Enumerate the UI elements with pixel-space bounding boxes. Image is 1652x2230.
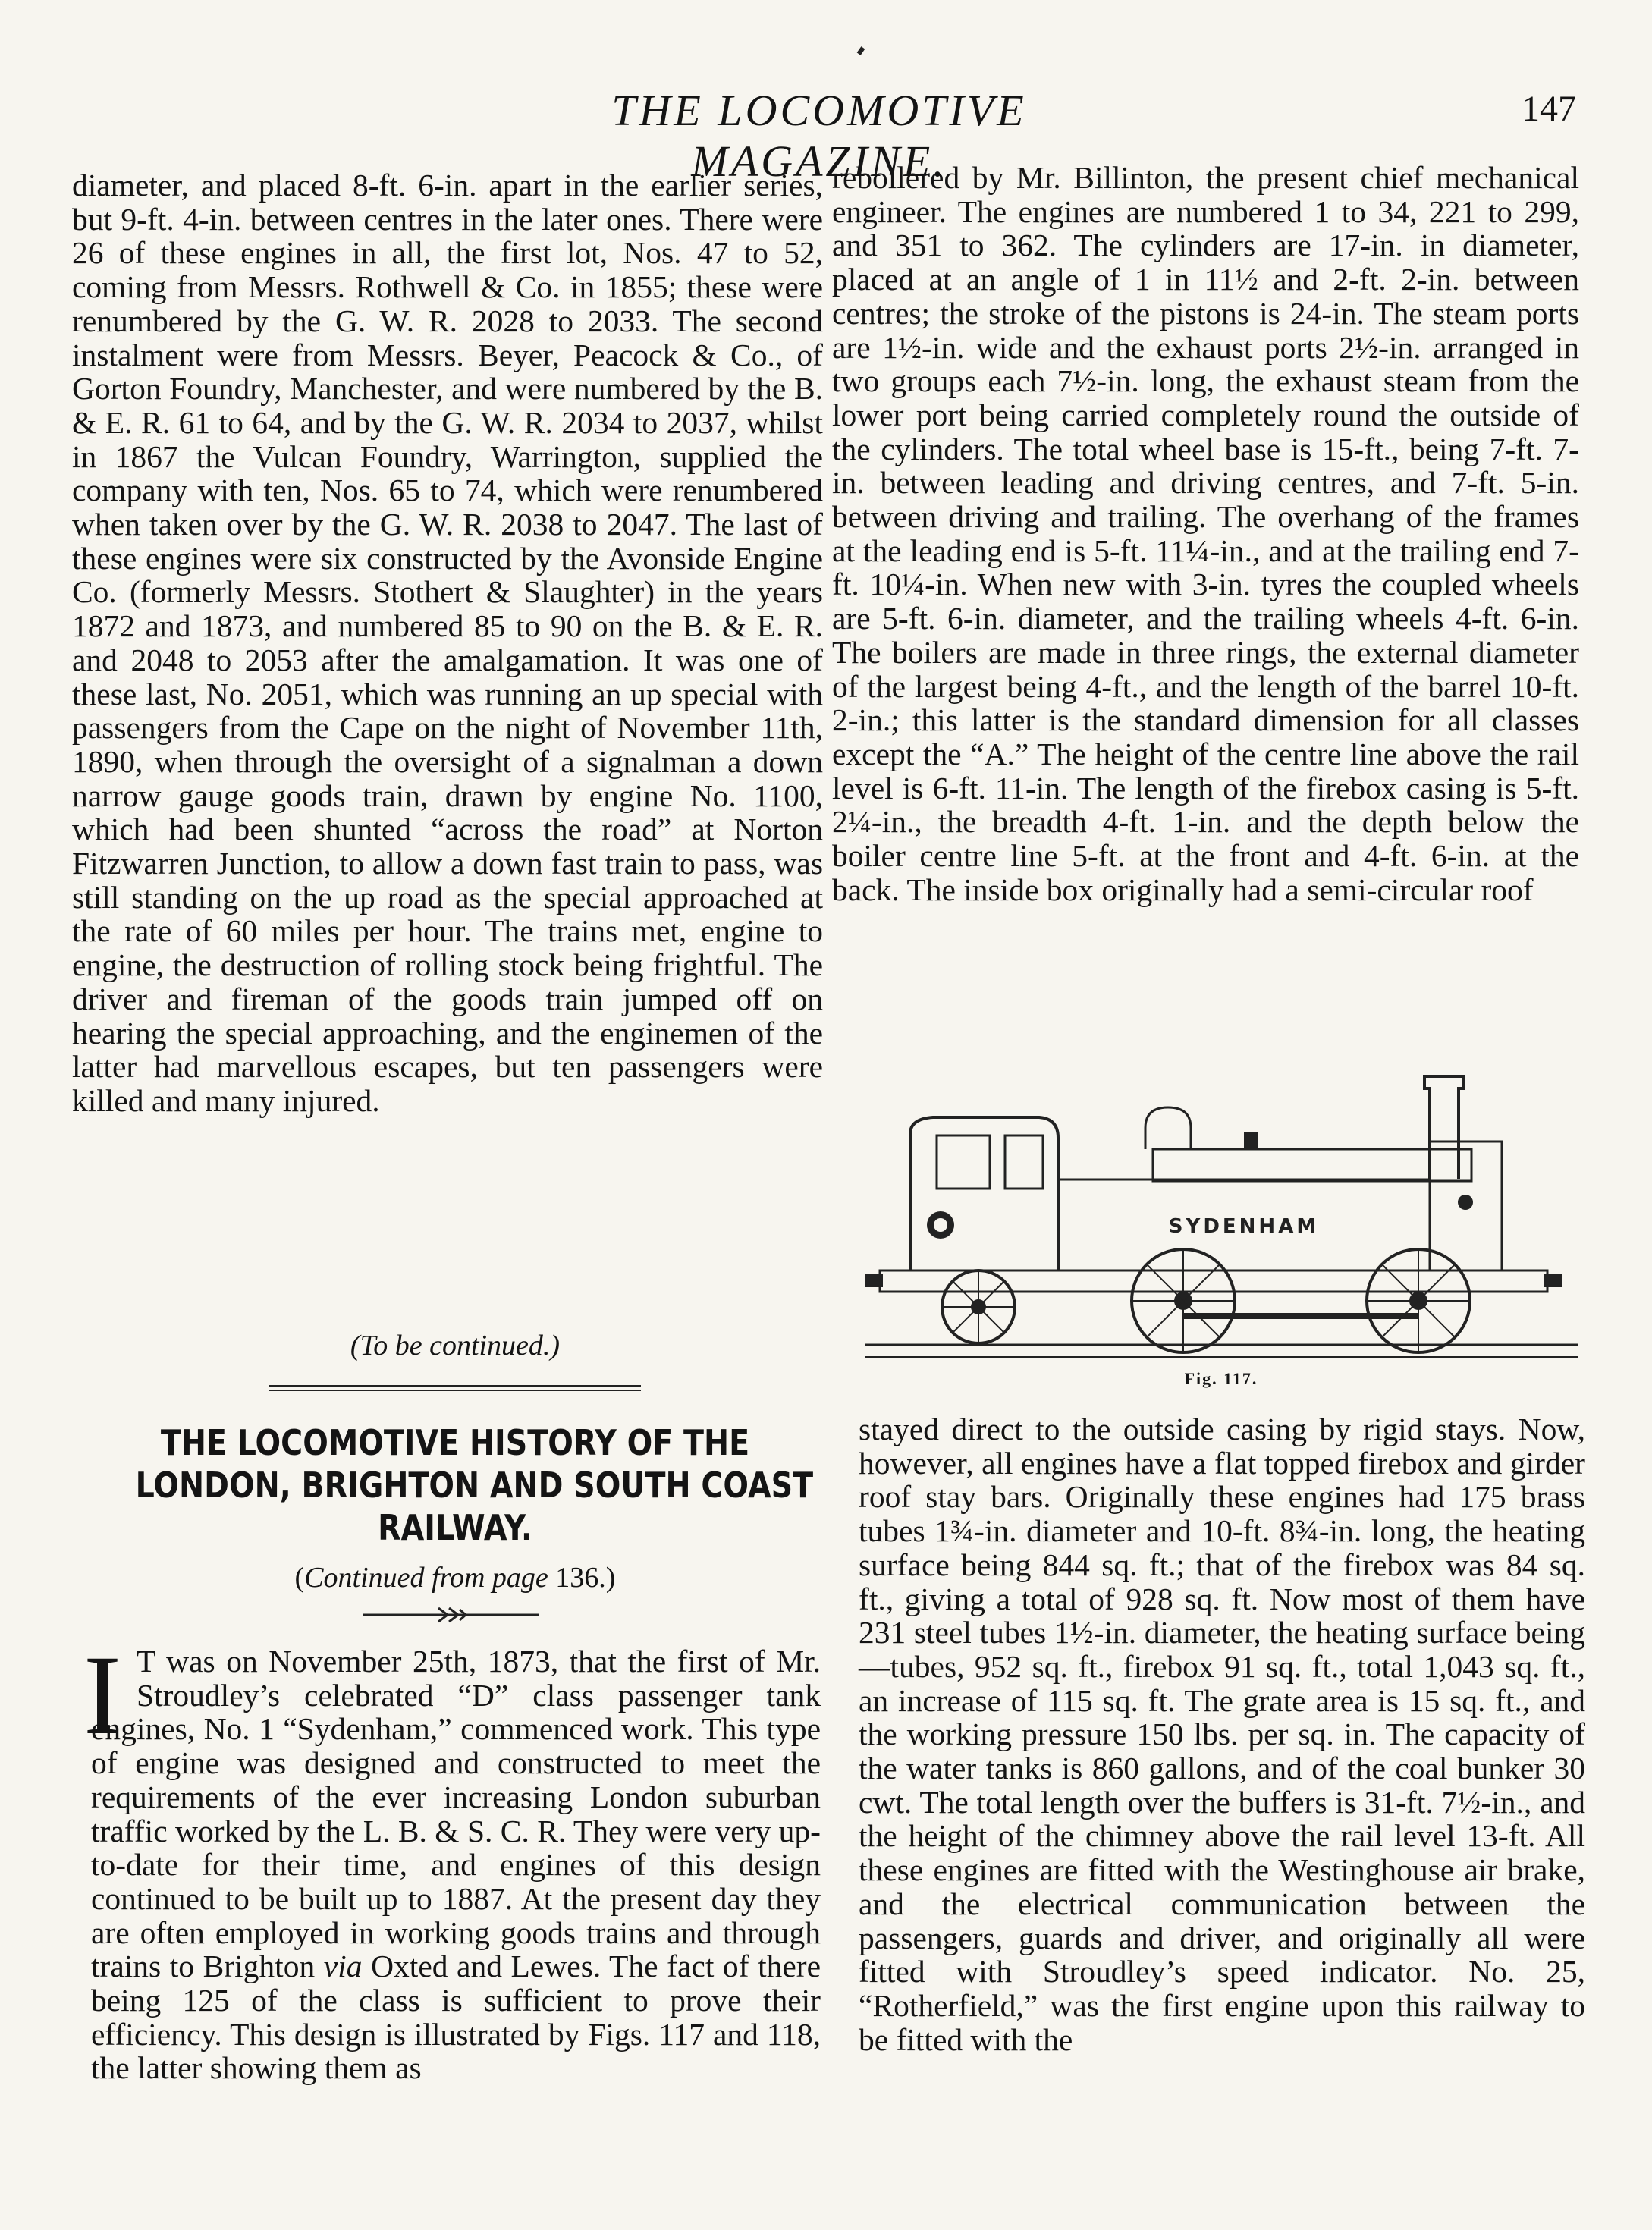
- article-title-line: LONDON, BRIGHTON AND SOUTH COAST: [135, 1465, 814, 1506]
- continued-page: 136.): [548, 1562, 616, 1594]
- ornament-rule: [363, 1605, 539, 1625]
- running-head: [0, 85, 1652, 186]
- paragraph: diameter, and placed 8-ft. 6-in. apart in the earlier series, but 9-ft. 4-in. between centres in the later ones. There were 26 of these engines in all, the first lot, Nos. 47 to 52, coming from Messrs. Rothwell & Co. in 1855; these were renumbered by the G. W. R. 2028 to 2033. The second instalment were from Messrs. Beyer, Peacock & Co., of Gorton Foundry, Manchester, and were numbered by the B. & E. R. 61 to 64, and by the G. W. R. 2034 to 2037, whilst in 1867 the Vulcan Foundry, Warrington, supplied the company with ten, Nos. 65 to 74, which were renumbered when taken over by the G. W. R. 2038 to 2047. The last of these engines were six constructed by the Avonside Engine Co. (formerly Messrs. Stothert & Slaughter) in the years 1872 and 1873, and numbered 85 to 90 on the B. & E. R. and 2048 to 2053 after the amalgamation. It was one of these last, No. 2051, which was running an up special with passengers from the Cape on the night of November 11th, 1890, when through the oversight of a signalman a down narrow gauge goods train, drawn by engine No. 1100, which had been shunted “across the road” at Norton Fitzwarren Junction, to allow a down fast train to pass, was still standing on the up road as the special approached at the rate of 60 miles per hour. The trains met, engine to engine, the destruction of rolling stock being frightful. The driver and fireman of the goods train jumped off on hearing the special approaching, and the enginemen of the latter had marvellous escapes, but ten passengers were killed and many injured.: [72, 168, 823, 1118]
- article-text-cont: Oxted and Lewes. The fact of there being 125 of the class is sufficient to prove their efficiency. This design is illustrated by Figs. 117 and 118, the latter showing them as: [91, 1949, 821, 2086]
- article-title-line: RAILWAY.: [378, 1507, 532, 1548]
- continued-from: [228, 1561, 683, 1594]
- drop-cap: I: [83, 1632, 121, 1758]
- article-paragraph: [91, 1644, 821, 2085]
- paragraph: stayed direct to the outside casing by rigid stays. Now, however, all engines have a flat topped firebox and girder roof stay bars. Originally these engines had 175 brass tubes 1¾-in. diameter and 10-ft. 8¾-in. long, the heating surface being 844 sq. ft.; that of the firebox was 84 sq. ft., giving a total of 928 sq. ft. Now most of them have 231 steel tubes 1½-in. diameter, the heating surface being—tubes, 952 sq. ft., firebox 91 sq. ft., total 1,043 sq. ft., an increase of 115 sq. ft. The grate area is 15 sq. ft., and the working pressure 150 lbs. per sq. in. The capacity of the water tanks is 860 gallons, and of the coal bunker 30 cwt. The total length over the buffers is 31-ft. 7½-in., and the height of the chimney above the rail level 13-ft. All these engines are fitted with the Westinghouse air brake, and the electrical communication between the passengers, guards and driver, and originally all were fitted with Stroudley’s speed indicator. No. 25, “Rotherfield,” was the first engine upon this railway to be fitted with the: [859, 1412, 1585, 2057]
- engine-nameplate: SYDENHAM: [1168, 1215, 1320, 1238]
- article-title-line: THE LOCOMOTIVE HISTORY OF THE: [160, 1422, 750, 1463]
- figure-caption: Fig. 117.: [1184, 1369, 1258, 1388]
- paragraph: reboilered by Mr. Billinton, the present chief mechanical engineer. The engines are numbered 1 to 34, 221 to 299, and 351 to 362. The cylinders are 17-in. in diameter, placed at an angle of 1 in 11½ and 2-ft. 2-in. between centres; the stroke of the pistons is 24-in. The steam ports are 1½-in. wide and the exhaust ports 2½-in. arranged in two groups each 7½-in. long, the exhaust steam from the lower port being carried completely round the outside of the cylinders. The total wheel base is 15-ft., being 7-ft. 7-in. between leading and driving centres, and 7-ft. 5-in. between driving and trailing. The overhang of the frames at the leading end is 5-ft. 11¼-in., and at the trailing end 7-ft. 10¼-in. When new with 3-in. tyres the coupled wheels are 5-ft. 6-in. diameter, and the trailing wheels 4-ft. 6-in. The boilers are made in three rings, the external diameter of the largest being 4-ft., and the length of the barrel 10-ft. 2-in.; this latter is the standard dimension for all classes except the “A.” The height of the centre line above the rail level is 6-ft. 11-in. The length of the firebox casing is 5-ft. 2¼-in., the breadth 4-ft. 1-in. and the depth below the boiler centre line 5-ft. at the front and 4-ft. 6-in. at the back. The inside box originally had a semi-circular roof: [832, 160, 1579, 907]
- locomotive-illustration: [865, 1066, 1578, 1384]
- article-body-left: [91, 1644, 821, 2085]
- page-number: 147: [1522, 89, 1576, 129]
- magazine-title: THE LOCOMOTIVE MAGAZINE.: [611, 86, 1027, 186]
- continued-label: Continued from page: [304, 1562, 548, 1594]
- section-divider: [269, 1385, 641, 1391]
- article-text-italic: via: [323, 1949, 363, 1984]
- ink-mark: [857, 46, 865, 55]
- right-column-bottom: [859, 1412, 1585, 2056]
- article-title: [135, 1421, 814, 1549]
- continued-open: (: [294, 1562, 305, 1594]
- right-column-top: [832, 161, 1579, 906]
- article-text: T was on November 25th, 1873, that the first of Mr. Stroudley’s celebrated “D” class passenger tank engines, No. 1 “Sydenham,” commenced work. This type of engine was designed and constructed to meet the requirements of the ever increasing London suburban traffic worked by the L. B. & S. C. R. They were very up-to-date for their time, and engines of this design continued to be built up to 1887. At the present day they are often employed in working goods trains and through trains to Brighton: [91, 1644, 821, 1984]
- to-be-continued: (To be continued.): [350, 1330, 561, 1362]
- left-column-top: [72, 168, 823, 1118]
